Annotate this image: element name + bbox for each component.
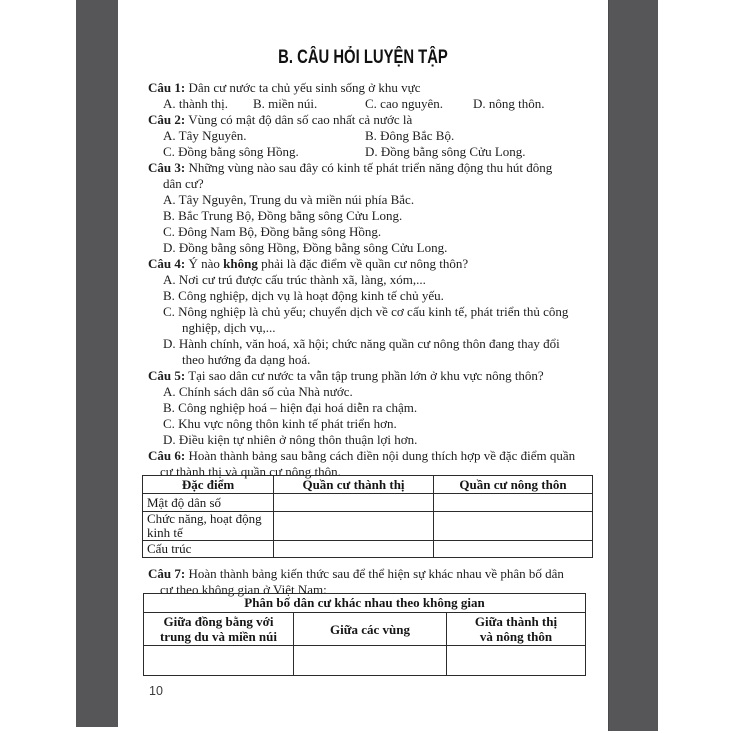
q1-option-d: D. nông thôn.: [473, 96, 545, 111]
question-7-label: Câu 7:: [148, 566, 186, 581]
q4-option-c-cont: nghiệp, dịch vụ,...: [182, 320, 276, 335]
t2-header-thanh-thi-nong-thon: Giữa thành thị và nông thôn: [447, 613, 586, 646]
question-5-prompt: Câu 5: Tại sao dân cư nước ta vẫn tập trung phần lớn ở khu vực nông thôn?: [148, 368, 544, 383]
question-2-label: Câu 2:: [148, 112, 186, 127]
q2-option-b: B. Đông Bắc Bộ.: [365, 128, 455, 143]
q1-option-c: C. cao nguyên.: [365, 96, 443, 111]
t1-cell-empty: [434, 541, 593, 558]
t1-cell-empty: [274, 512, 434, 541]
question-2-prompt: Câu 2: Vùng có mật độ dân số cao nhất cả nước là: [148, 112, 413, 127]
q4-option-b: B. Công nghiệp, dịch vụ là hoạt động kinh tế chủ yếu.: [163, 288, 444, 303]
q2-option-c: C. Đồng bằng sông Hồng.: [163, 144, 299, 159]
question-3-prompt: Câu 3: Những vùng nào sau đây có kinh tế phát triển năng động thu hút đông: [148, 160, 553, 175]
q1-option-a: A. thành thị.: [163, 96, 228, 111]
q5-option-c: C. Khu vực nông thôn kinh tế phát triển hơn.: [163, 416, 397, 431]
q3-option-a: A. Tây Nguyên, Trung du và miền núi phía Bắc.: [163, 192, 415, 207]
question-2-options-row-2: [148, 144, 608, 160]
t2-cell-empty: [144, 646, 294, 676]
table-cau6: [142, 475, 593, 558]
question-6-prompt: Câu 6: Hoàn thành bảng sau bằng cách điền nội dung thích hợp về đặc điểm quần: [148, 448, 576, 463]
q5-option-a: A. Chính sách dân số của Nhà nước.: [163, 384, 353, 399]
q2-option-d: D. Đồng bằng sông Cửu Long.: [365, 144, 526, 159]
question-2-options-row-1: [148, 128, 608, 144]
question-6-label: Câu 6:: [148, 448, 186, 463]
q3-option-c: C. Đông Nam Bộ, Đồng bằng sông Hồng.: [163, 224, 382, 239]
t1-cell-empty: [274, 541, 434, 558]
question-7-prompt: Câu 7: Hoàn thành bảng kiến thức sau để thể hiện sự khác nhau về phân bố dân: [148, 566, 564, 581]
t1-row-mat-do: Mật độ dân số: [143, 494, 274, 512]
page-title: B. CÂU HỎI LUYỆN TẬP: [278, 47, 448, 68]
q3-option-b: B. Bắc Trung Bộ, Đồng bằng sông Cửu Long.: [163, 208, 403, 223]
question-1-options: [148, 96, 608, 112]
question-6-prompt-cont: cư thành thị và quần cư nông thôn.: [160, 464, 341, 479]
question-3-label: Câu 3:: [148, 160, 186, 175]
q2-option-a: A. Tây Nguyên.: [163, 128, 247, 143]
table-cau7: [143, 593, 586, 676]
t2-header-cac-vung: Giữa các vùng: [294, 613, 447, 646]
question-4-label: Câu 4:: [148, 256, 186, 271]
t1-header-dac-diem: Đặc điểm: [143, 476, 274, 494]
t1-header-nong-thon: Quần cư nông thôn: [434, 476, 593, 494]
t1-cell-empty: [434, 512, 593, 541]
left-page-edge-bar: [76, 0, 118, 727]
question-7-prompt-cont: cư theo không gian ở Việt Nam:: [160, 582, 327, 597]
question-1-label: Câu 1:: [148, 80, 186, 95]
question-5-label: Câu 5:: [148, 368, 186, 383]
q5-option-d: D. Điều kiện tự nhiên ở nông thôn thuận lợi hơn.: [163, 432, 418, 447]
q4-option-c: C. Nông nghiệp là chủ yếu; chuyển dịch về cơ cấu kinh tế, phát triển thủ công: [163, 304, 569, 319]
q4-option-d: D. Hành chính, văn hoá, xã hội; chức năng quần cư nông thôn đang thay đổi: [163, 336, 560, 351]
q4-option-d-cont: theo hướng đa dạng hoá.: [182, 352, 311, 367]
t1-row-chuc-nang: Chức năng, hoạt động kinh tế: [143, 512, 274, 541]
t2-header-dong-bang: Giữa đồng bằng với trung du và miền núi: [144, 613, 294, 646]
t1-row-cau-truc: Cấu trúc: [143, 541, 274, 558]
q5-option-b: B. Công nghiệp hoá – hiện đại hoá diễn ra chậm.: [163, 400, 418, 415]
q3-option-d: D. Đồng bằng sông Hồng, Đồng bằng sông Cửu Long.: [163, 240, 448, 255]
t2-cell-empty: [294, 646, 447, 676]
question-4-prompt: Câu 4: Ý nào không phải là đặc điểm về quần cư nông thôn?: [148, 256, 469, 271]
question-3-prompt-cont: dân cư?: [163, 176, 204, 191]
t2-cell-empty: [447, 646, 586, 676]
t1-header-thanh-thi: Quần cư thành thị: [274, 476, 434, 494]
t2-title: Phân bố dân cư khác nhau theo không gian: [144, 594, 586, 613]
q4-option-a: A. Nơi cư trú được cấu trúc thành xã, làng, xóm,...: [163, 272, 426, 287]
question-1-prompt: Câu 1: Dân cư nước ta chủ yếu sinh sống ở khu vực: [148, 80, 421, 95]
t1-cell-empty: [274, 494, 434, 512]
page-number: 10: [149, 684, 163, 698]
t1-cell-empty: [434, 494, 593, 512]
q1-option-b: B. miền núi.: [253, 96, 318, 111]
